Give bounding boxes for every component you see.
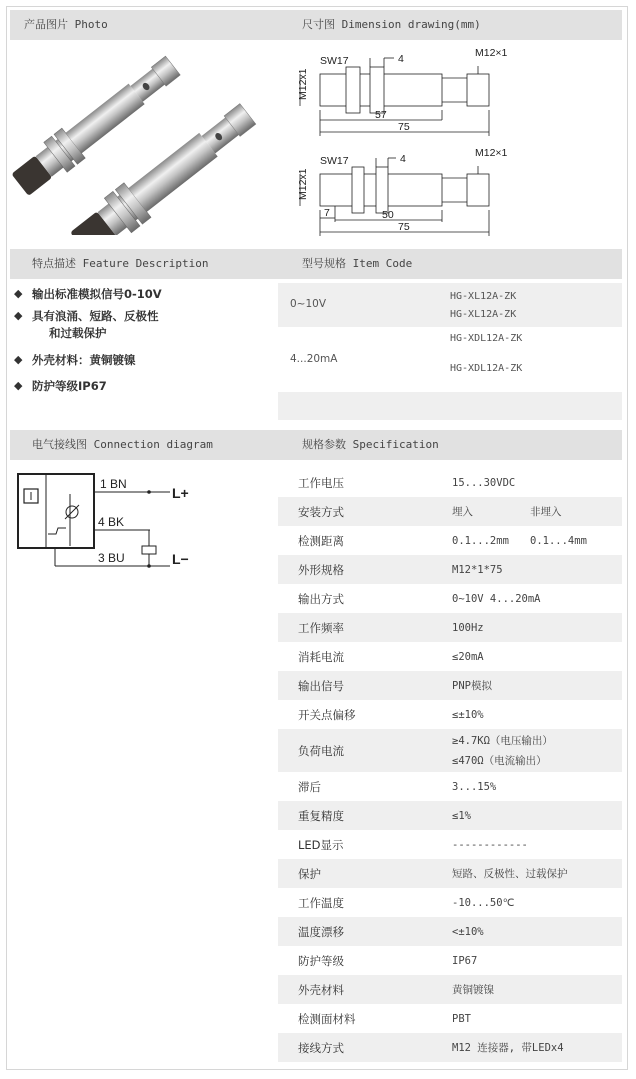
spec-key: 检测距离 [298, 533, 344, 548]
spec-key: 外形规格 [298, 562, 344, 577]
dim-bottom-thread: M12×1 [475, 147, 508, 159]
feature-header: 特点描述 Feature Description [32, 257, 209, 270]
spec-value: M12*1*75 [452, 563, 503, 576]
spec-key: 防护等级 [298, 953, 344, 968]
spec-header: 规格参数 Specification [302, 438, 439, 451]
wire-3-label: 3 BU [98, 551, 125, 565]
spec-key: 工作频率 [298, 620, 344, 635]
spec-key: 外壳材料 [298, 982, 344, 997]
spec-key: 滞后 [298, 779, 321, 794]
spec-value: 黄铜镀镍 [452, 984, 494, 996]
spec-key: 重复精度 [298, 808, 344, 823]
spec-value: ≤±10% [452, 708, 484, 721]
dim-top-sw: SW17 [320, 55, 349, 67]
spec-row [278, 830, 622, 859]
spec-row [278, 613, 622, 642]
spec-value: M12 连接器, 带LEDx4 [452, 1042, 564, 1054]
spec-value: -10...50℃ [452, 896, 515, 909]
spec-key: 检测面材料 [298, 1011, 356, 1026]
spec-value: 埋入 [452, 506, 473, 518]
spec-key: 保护 [298, 866, 321, 881]
feature-item: ◆ 防护等级IP67 [14, 375, 269, 397]
spec-row [278, 801, 622, 830]
item-code-table [278, 283, 622, 420]
spec-value [452, 729, 553, 772]
dim-top-nut: 4 [398, 53, 404, 65]
spec-table [278, 468, 622, 1062]
spec-value: <±10% [452, 925, 484, 938]
spec-value: 3...15% [452, 780, 497, 793]
item-code-header: 型号规格 Item Code [302, 257, 413, 270]
spec-row [278, 642, 622, 671]
feature-item-continued: 和过载保护 [49, 326, 107, 340]
diamond-icon: ◆ [14, 309, 23, 322]
spec-row [278, 700, 622, 729]
dim-bottom-len-thread: 50 [382, 209, 394, 221]
spec-row [278, 729, 622, 772]
spec-key: 工作温度 [298, 895, 344, 910]
spec-row [278, 584, 622, 613]
photo-header: 产品图片 Photo [24, 18, 108, 31]
spec-value: 0.1...2mm [452, 534, 509, 547]
minus-terminal-label: L− [172, 551, 189, 567]
spec-value: 15...30VDC [452, 476, 516, 489]
diamond-icon: ◆ [14, 287, 23, 300]
spec-value-line: ≥4.7KΩ（电压输出） [452, 734, 553, 747]
product-photo [10, 40, 265, 235]
spec-row [278, 555, 622, 584]
spec-key: 温度漂移 [298, 924, 344, 939]
spec-row [278, 772, 622, 801]
spec-key: 开关点偏移 [298, 707, 356, 722]
spec-value: ≤1% [452, 809, 471, 822]
diamond-icon: ◆ [14, 379, 23, 392]
item-code-row: 0~10V HG-XL12A-ZK HG-XL12A-ZK [278, 283, 622, 328]
dimension-header: 尺寸图 Dimension drawing(mm) [302, 18, 481, 31]
dim-top-dia: M12x1 [297, 68, 309, 100]
spec-key: 消耗电流 [298, 649, 344, 664]
feature-item: ◆ 输出标准模拟信号0-10V [14, 283, 269, 305]
spec-value: ------------ [452, 838, 528, 851]
item-code-row-empty [278, 392, 622, 420]
plus-terminal-label: L+ [172, 485, 189, 501]
spec-key: 工作电压 [298, 475, 344, 490]
dimension-drawing-top [300, 58, 489, 136]
dimension-drawing-bottom [300, 158, 489, 236]
spec-row [278, 468, 622, 497]
spec-row [278, 859, 622, 888]
spec-row [278, 975, 622, 1004]
item-code-row: 4...20mA HG-XDL12A-ZK HG-XDL12A-ZK [278, 328, 622, 392]
dim-bottom-len-total: 75 [398, 221, 410, 233]
connection-header: 电气接线图 Connection diagram [32, 438, 213, 451]
spec-row [278, 526, 622, 555]
feature-item: ◆ 外壳材料：黄铜镀镍 [14, 349, 269, 371]
spec-key: 安装方式 [298, 504, 344, 519]
spec-value: 100Hz [452, 621, 484, 634]
spec-row [278, 917, 622, 946]
diamond-icon: ◆ [14, 353, 23, 366]
spec-value: PNP模拟 [452, 680, 492, 692]
spec-row [278, 671, 622, 700]
spec-value: 0~10V 4...20mA [452, 592, 541, 605]
spec-key: 输出信号 [298, 678, 344, 693]
spec-value-alt: 0.1...4mm [530, 534, 587, 547]
spec-value: ≤20mA [452, 650, 484, 663]
spec-value-alt: 非埋入 [530, 506, 562, 518]
wiring-diagram [10, 466, 260, 586]
spec-key: 输出方式 [298, 591, 344, 606]
dim-top-len-total: 75 [398, 121, 410, 133]
dim-bottom-nut: 4 [400, 153, 406, 165]
spec-row [278, 497, 622, 526]
spec-value: PBT [452, 1012, 471, 1025]
spec-row [278, 1004, 622, 1033]
spec-value: 短路、反极性、过载保护 [452, 868, 568, 880]
dimension-drawing [290, 40, 610, 240]
spec-key: 负荷电流 [298, 743, 344, 758]
feature-list [14, 283, 269, 397]
spec-key: 接线方式 [298, 1040, 344, 1055]
spec-row [278, 888, 622, 917]
dim-bottom-exposed: 7 [324, 207, 330, 219]
wire-1-label: 1 BN [100, 477, 127, 491]
dim-bottom-sw: SW17 [320, 155, 349, 167]
wire-2-label: 4 BK [98, 515, 125, 529]
dim-top-len-thread: 57 [375, 109, 387, 121]
spec-value: IP67 [452, 954, 478, 967]
dim-top-thread: M12×1 [475, 47, 508, 59]
feature-item: ◆ 具有浪涌、短路、反极性 [14, 305, 269, 327]
spec-value-line: ≤470Ω（电流输出） [452, 754, 547, 767]
spec-row [278, 946, 622, 975]
spec-row [278, 1033, 622, 1062]
dim-bottom-dia: M12x1 [297, 168, 309, 200]
spec-key: LED显示 [298, 837, 344, 852]
